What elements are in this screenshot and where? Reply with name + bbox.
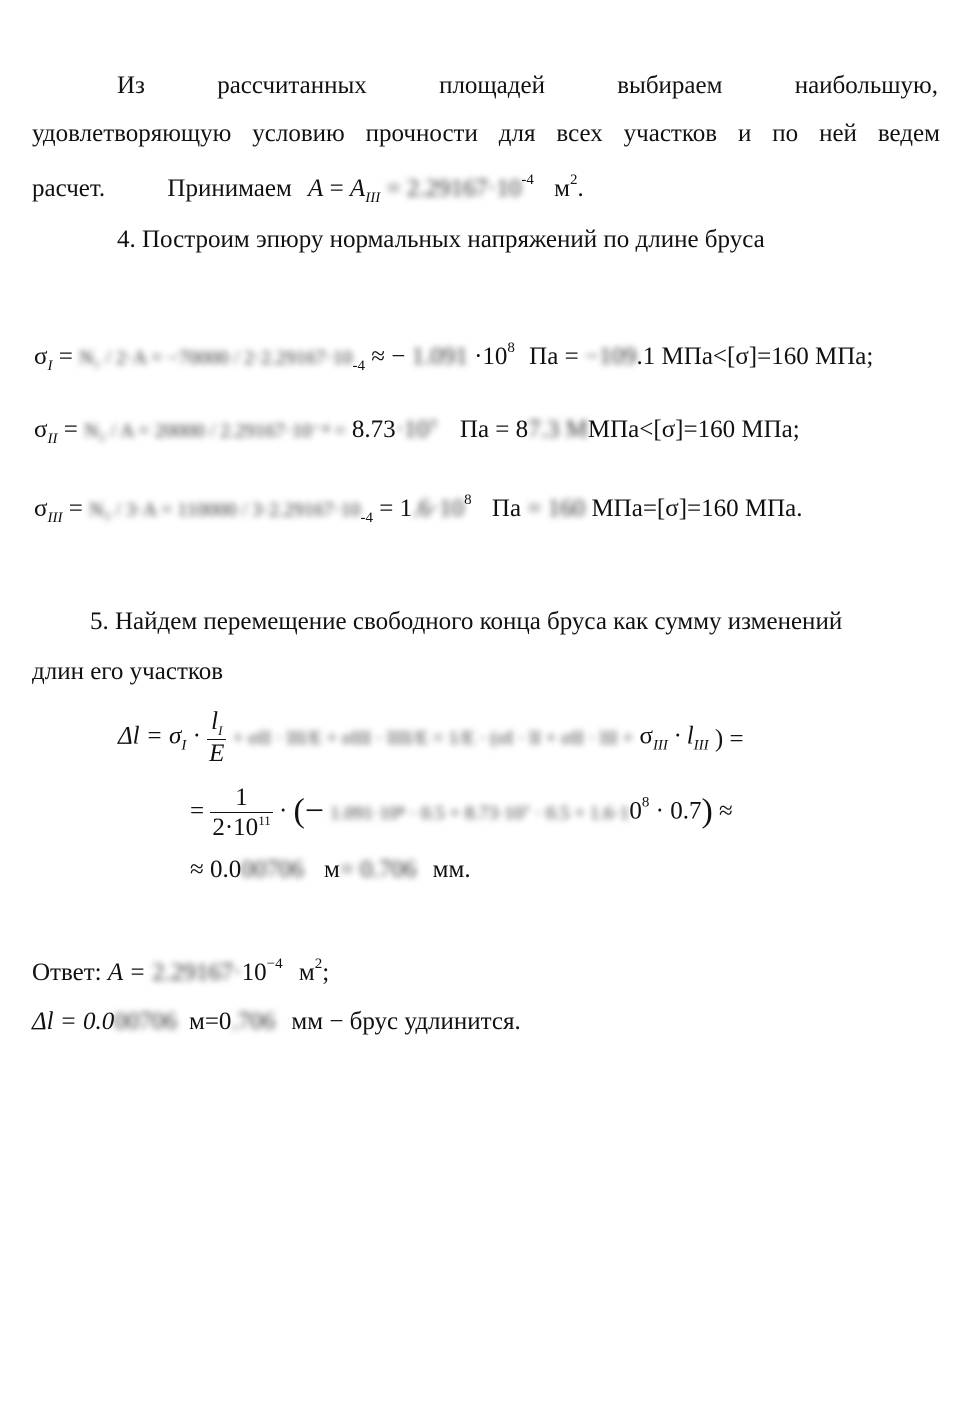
answer-label: Ответ: <box>32 959 102 986</box>
close-paren-eq: ) = <box>714 725 744 753</box>
word: для <box>498 120 536 147</box>
frac-den: E <box>209 740 225 767</box>
blurred-dl: 00706 <box>114 1008 177 1035</box>
mpa-tail: МПа=[σ]=160 МПа. <box>591 495 803 522</box>
blurred-value: .6·10 <box>412 495 465 522</box>
sigma-II-formula <box>34 416 800 448</box>
blurred-value: = 2.29167·10 <box>386 175 522 202</box>
sigma-index: I <box>181 737 187 754</box>
close-paren: ) <box>701 792 713 830</box>
value: 8.73 <box>351 416 396 443</box>
answer-line-1 <box>32 956 329 987</box>
exponent: -4 <box>360 510 373 526</box>
unit-pa: Па = <box>529 343 579 370</box>
blurred-mpa: 7.3 М <box>528 416 588 443</box>
paragraph-1-line-1 <box>117 72 938 100</box>
blurred-value: 00706 <box>241 856 304 883</box>
ten-exponent: −4 <box>266 956 283 972</box>
frac-num: 1 <box>235 784 248 811</box>
word: наибольшую, <box>794 72 938 99</box>
word: ведем <box>877 120 940 147</box>
unit-pa: Па <box>491 495 522 522</box>
blurred-fraction: N₁ / 2·A = −70000 / 2·2.29167·10 <box>79 347 353 369</box>
sigma-index: III <box>47 510 63 526</box>
ten-exponent: 8 <box>464 492 472 508</box>
open-paren: (− <box>293 792 325 830</box>
mpa-tail: .1 МПа<[σ]=160 МПа; <box>636 343 874 370</box>
semicolon: ; <box>322 959 330 986</box>
equals: = <box>63 416 78 443</box>
delta-l-formula-line-2 <box>190 784 733 842</box>
exponent: -4 <box>352 358 366 374</box>
fraction-lI-over-E <box>207 708 226 768</box>
ten: 10 <box>241 959 267 986</box>
word: выбираем <box>617 72 723 99</box>
sigma-index: II <box>47 431 58 447</box>
paragraph-1-line-2 <box>32 120 940 148</box>
frac-num: l <box>211 708 219 735</box>
index-III: III <box>365 190 381 206</box>
mpa-tail: МПа<[σ]=160 МПа; <box>587 416 800 443</box>
blurred-fraction: N₃ / 3·A = 110000 / 3·2.29167·10 <box>89 499 361 521</box>
word: прочности <box>365 120 478 147</box>
frac-den: 2·10 <box>212 814 259 841</box>
answer-A: A = <box>107 959 146 986</box>
unit: м <box>554 175 570 202</box>
unit-pa: Па = 8 <box>459 416 529 443</box>
blurred-mm: .706 <box>231 1008 276 1035</box>
text-prinimaem: Принимаем <box>167 175 292 202</box>
blurred-fraction: N₂ / A = 20000 / 2.29167·10⁻⁴ = <box>84 420 346 442</box>
word: участков <box>623 120 718 147</box>
section-5-heading-line-2: длин его участков <box>32 658 224 685</box>
unit-mm: мм. <box>432 856 471 883</box>
dot: · <box>192 722 201 750</box>
section-4-heading: 4. Построим эпюру нормальных напряжений по длине бруса <box>117 226 765 253</box>
answer-dl: Δl = 0.0 <box>32 1008 115 1035</box>
ten-exponent: 8 <box>507 340 515 356</box>
equals: = <box>68 495 83 522</box>
sigma-index: I <box>47 358 53 374</box>
period: . <box>577 175 584 202</box>
sigma-III-formula <box>34 492 803 527</box>
unit-m: м <box>323 856 340 883</box>
answer-tail: − брус удлинится. <box>323 1008 521 1035</box>
word: по <box>772 120 799 147</box>
answer-line-2 <box>32 1008 521 1036</box>
blurred-mpa: −109 <box>584 343 637 370</box>
word: условию <box>252 120 345 147</box>
equals-value: = 1 <box>379 495 413 522</box>
unit-exponent: 2 <box>569 172 578 188</box>
blurred-A: 2.29167· <box>152 959 242 986</box>
equals: = <box>190 797 205 825</box>
approx: ≈ − <box>371 343 406 370</box>
paragraph-1-line-3 <box>32 172 584 207</box>
ten-power: ·10 <box>474 343 508 370</box>
delta-l-lhs: Δl = σ <box>118 722 182 750</box>
sigma-index: III <box>652 737 668 754</box>
fraction-1-over-2e11 <box>210 784 272 842</box>
var-A-III: A <box>349 175 366 202</box>
word: удовлетворяющую <box>32 120 232 147</box>
word: ней <box>819 120 857 147</box>
blurred-mm: = 0.706 <box>339 856 417 883</box>
blurred-value: 1.091 <box>411 343 468 370</box>
sigma-symbol: σ <box>639 722 653 750</box>
approx: ≈ <box>719 797 733 825</box>
blurred-mpa: = 160 <box>527 495 586 522</box>
l-symbol: · l <box>674 722 694 750</box>
frac-num-index: I <box>218 723 223 738</box>
unit-exponent: 2 <box>314 956 323 972</box>
approx-value: ≈ 0.0 <box>190 856 242 883</box>
blurred-middle: + σII · lII/E + σIII · lIII/E = 1/E · (σI · lI + σII · lII + <box>232 727 634 749</box>
exponent: 8 <box>641 794 650 811</box>
m-part: м=0 <box>189 1008 232 1035</box>
text-raschet: расчет. <box>32 175 106 202</box>
section-5-heading-line-1: 5. Найдем перемещение свободного конца бруса как сумму изменений <box>90 608 843 635</box>
sigma-symbol: σ <box>34 416 48 443</box>
equals: = <box>58 343 73 370</box>
dot: · <box>278 797 288 825</box>
word: площадей <box>439 72 545 99</box>
word: всех <box>556 120 603 147</box>
delta-l-formula-line-1 <box>118 708 744 768</box>
zero: 0 <box>629 797 642 825</box>
var-A: A <box>308 175 324 202</box>
l-index: III <box>693 737 709 754</box>
word: Из <box>117 72 145 99</box>
frac-den-exponent: 11 <box>258 813 271 828</box>
word: и <box>737 120 752 147</box>
unit-mm: мм <box>291 1008 324 1035</box>
blurred-sum: 1.091·10⁸ · 0.5 + 8.73·10⁷ · 0.5 + 1.6·1 <box>330 802 630 824</box>
delta-l-formula-line-3 <box>190 856 471 884</box>
exponent: -4 <box>521 172 534 188</box>
times-length: · 0.7 <box>655 797 702 825</box>
sigma-symbol: σ <box>34 495 48 522</box>
sigma-symbol: σ <box>34 343 48 370</box>
unit: м <box>298 959 315 986</box>
sigma-I-formula <box>34 340 873 375</box>
word: рассчитанных <box>217 72 367 99</box>
equals: = <box>329 175 344 202</box>
blurred-exponent: ·10⁷ <box>395 416 438 443</box>
